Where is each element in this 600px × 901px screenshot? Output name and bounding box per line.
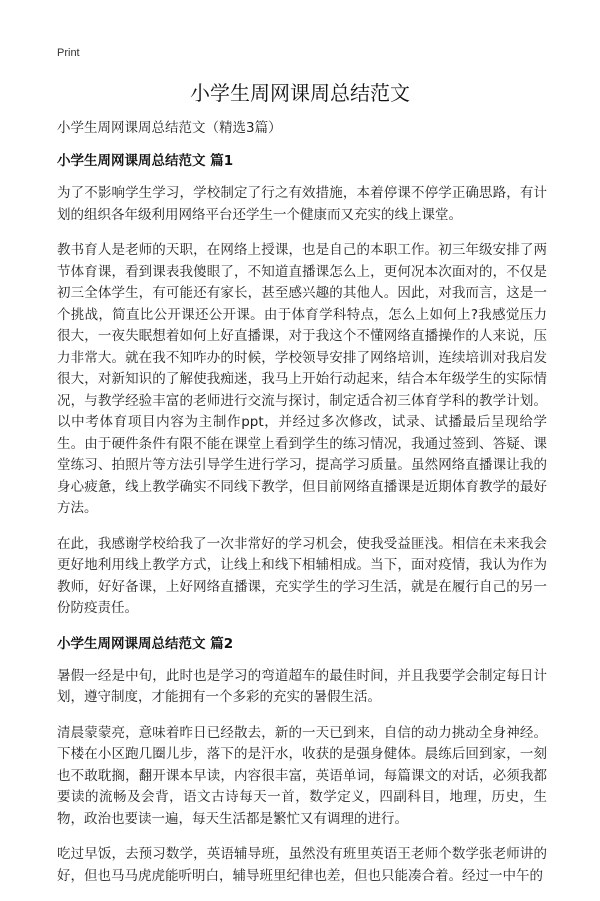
- section-heading: 小学生周网课周总结范文 篇2: [57, 635, 234, 652]
- document-subtitle: 小学生周网课周总结范文（精选3篇）: [57, 120, 282, 136]
- section-heading: 小学生周网课周总结范文 篇1: [57, 153, 234, 169]
- document-body: [57, 118, 547, 901]
- paragraph: 教书育人是老师的天职，在网络上授课，也是自己的本职工作。初三年级安排了两节体育课，看到课表我傻眼了，不知道直播课怎么上，更何况本次面对的，不仅是初三全体学生，有可能还有家长，甚至感兴趣的其他人。因此，对我而言，这是一个挑战，简直比公开课还公开课。由于体育学科特点，怎么上如何上?我感觉压力很大，一夜失眠想着如何上好直播课，对于我这个不懂网络直播操作的人来说，压力非常大。就在我不知咋办的时候，学校领导安排了网络培训，连续培训对我启发很大，对新知识的了解使我痴迷，我马上开始行动起来，结合本年级学生的实际情况，与教学经验丰富的老师进行交流与探讨，制定适合初三体育学科的教学计划。以中考体育项目内容为主制作ppt，并经过多次修改，试录、试播最后呈现给学生。由于硬件条件有限不能在课堂上看到学生的练习情况，我通过签到、答疑、课堂练习、拍照片等方法引导学生进行学习，提高学习质量。虽然网络直播课让我的身心疲惫，线上教学确实不同线下教学，但目前网络直播课是近期体育教学的最好方法。: [57, 242, 547, 516]
- paragraph: 暑假一经是中旬，此时也是学习的弯道超车的最佳时间，并且我要学会制定每日计划，遵守制度，才能拥有一个多彩的充实的暑假生活。: [57, 667, 547, 705]
- section-1: [57, 151, 547, 620]
- paragraph: 在此，我感谢学校给我了一次非常好的学习机会，使我受益匪浅。相信在未来我会更好地利用线上教学方式，让线上和线下相辅相成。当下，面对疫情，我认为作为教师，好好备课，上好网络直播课，充实学生的学习生活，就是在履行自己的另一份防疫责任。: [57, 535, 547, 616]
- section-2: [57, 634, 547, 888]
- document-title: 小学生周网课周总结范文: [190, 81, 410, 105]
- print-label: Print: [57, 47, 80, 59]
- paragraph: 为了不影响学生学习，学校制定了行之有效措施，本着停课不停学正确思路，有计划的组织各年级利用网络平台还学生一个健康而又充实的线上课堂。: [57, 185, 547, 223]
- paragraph: 吃过早饭，去预习数学，英语辅导班，虽然没有班里英语王老师个数学张老师讲的好，但也马马虎虎能听明白，辅导班里纪律也差，但也只能凑合着。经过一中午的: [57, 846, 547, 884]
- paragraph: 清晨蒙蒙亮，意味着昨日已经散去，新的一天已到来，自信的动力挑动全身神经。下楼在小区跑几圈儿步，落下的是汗水，收获的是强身健体。晨练后回到家，一刻也不敢耽搁，翻开课本早读，内容很丰富，英语单词，每篇课文的对话，必须我都要读的流畅及会背，语文古诗每天一首，数学定义，四副科目，地理，历史，生物，政治也要读一遍，每天生活都是繁忙又有调理的进行。: [57, 724, 547, 827]
